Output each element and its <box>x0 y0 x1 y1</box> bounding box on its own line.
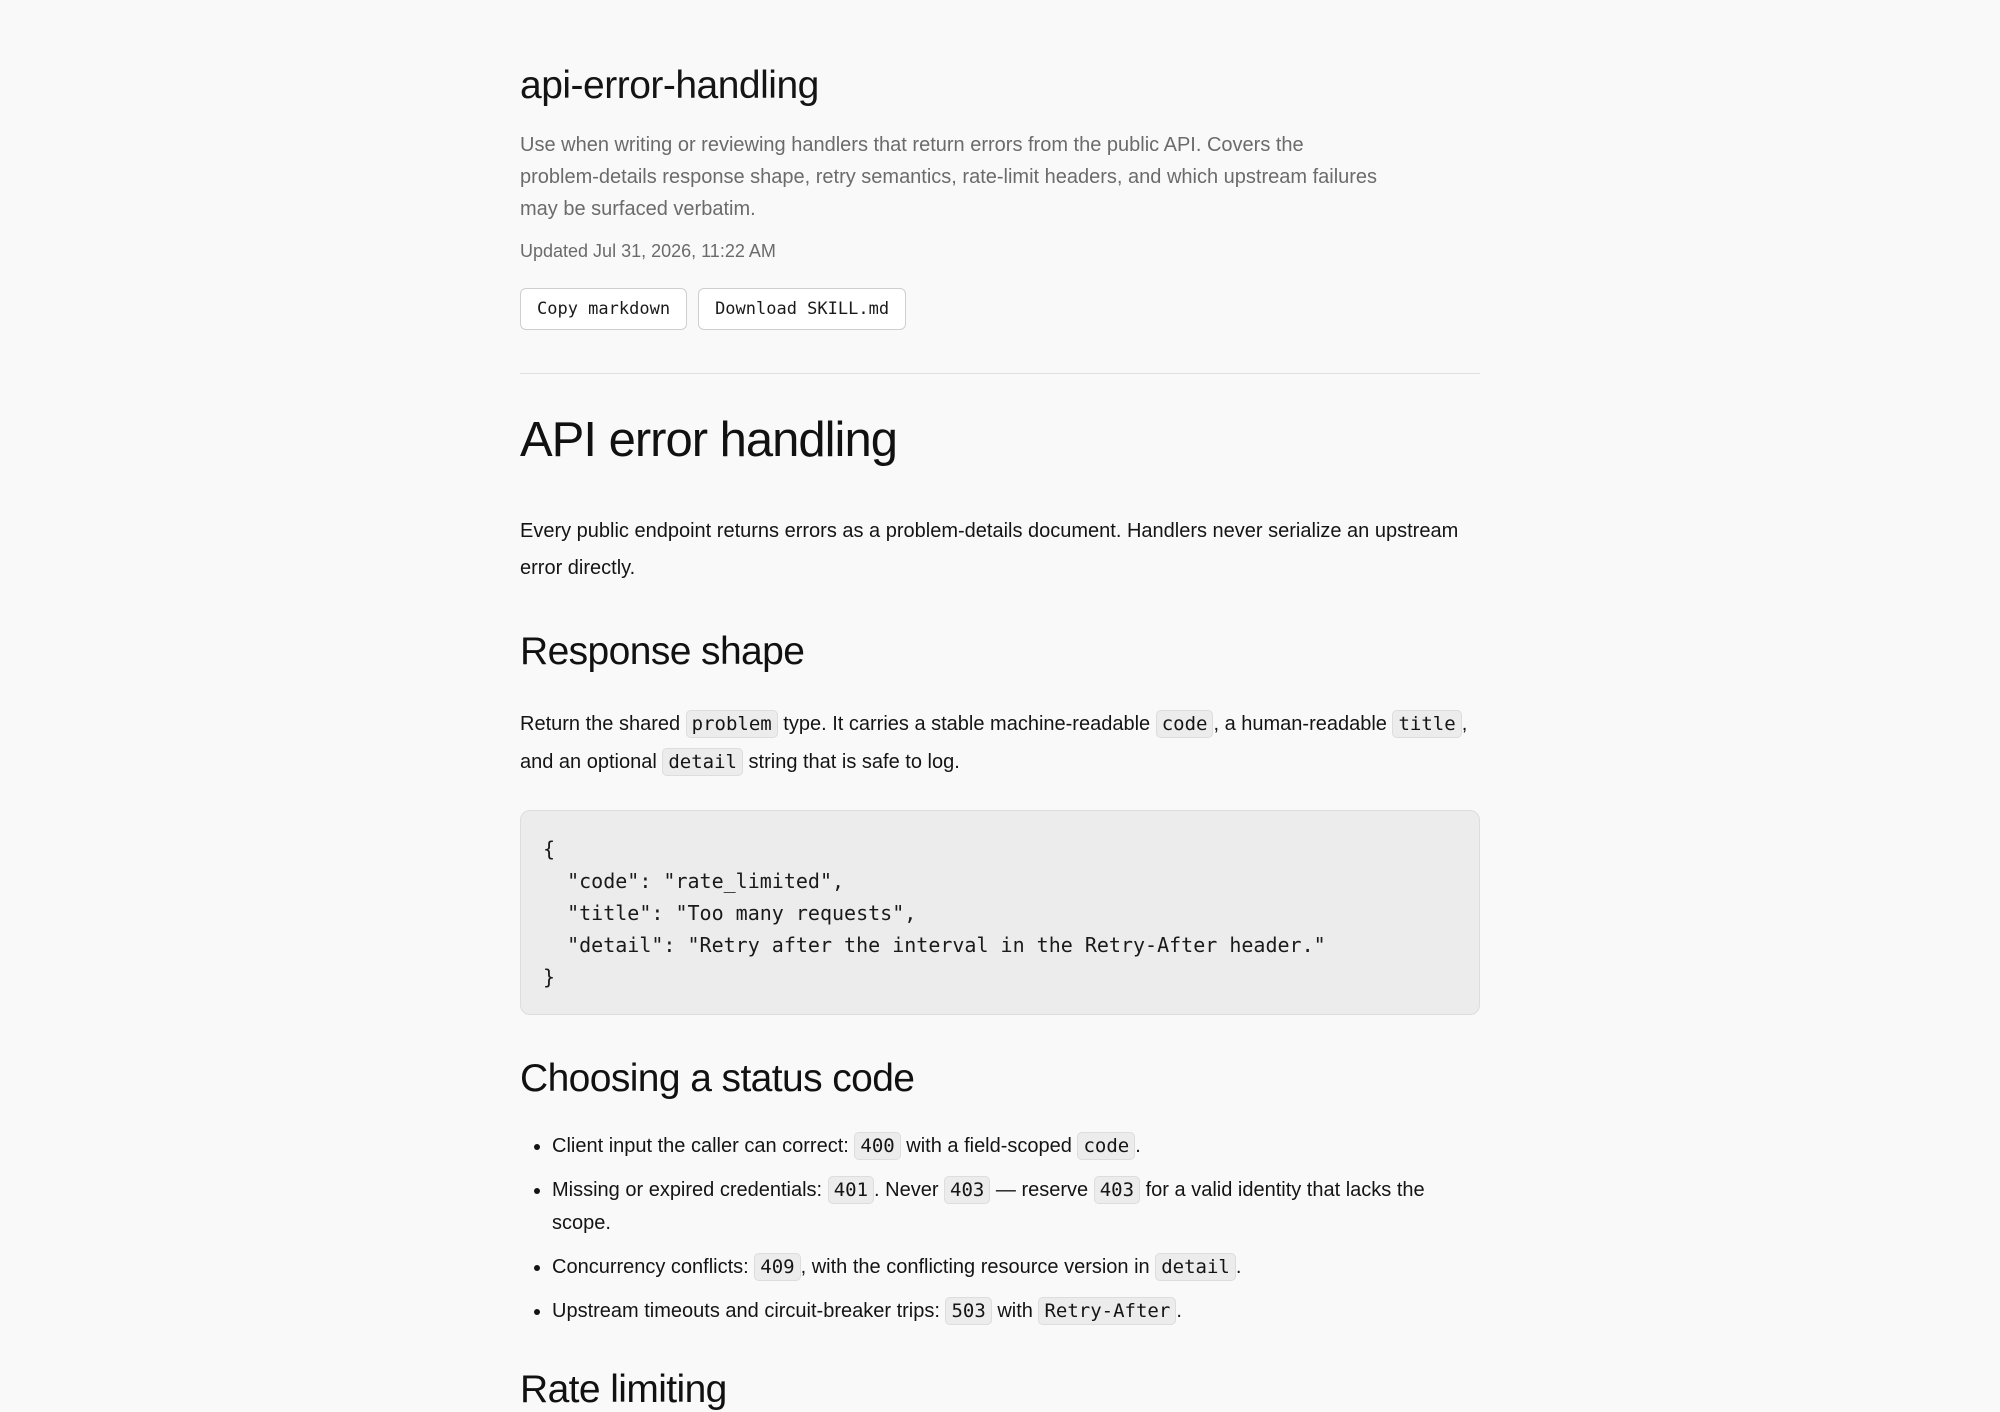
inline-code-detail: detail <box>1155 1253 1236 1281</box>
skill-description: Use when writing or reviewing handlers that return errors from the public API. Covers the problem-details response shape, retry semantics, rate-limit headers, and which upstream failures may be surfaced verbatim. <box>520 134 1378 220</box>
text-segment: Client input the caller can correct: <box>552 1135 855 1157</box>
text-segment: . <box>1176 1300 1182 1322</box>
skill-name: api-error-handling <box>520 64 819 107</box>
response-shape-paragraph <box>520 705 1480 781</box>
heading-rate-limiting: Rate limiting <box>520 1368 727 1411</box>
inline-code-title: title <box>1392 710 1461 738</box>
list-item <box>552 1130 1480 1163</box>
text-segment: . <box>1235 1256 1242 1278</box>
list-item <box>552 1295 1480 1328</box>
inline-code-detail: detail <box>662 748 743 776</box>
action-bar <box>520 288 906 330</box>
text-segment: , a human-readable <box>1213 713 1393 735</box>
text-segment: with a field-scoped <box>900 1135 1078 1157</box>
list-item <box>552 1174 1480 1240</box>
text-segment: Upstream timeouts and circuit-breaker trips: <box>552 1300 946 1322</box>
inline-code-400: 400 <box>854 1132 900 1160</box>
inline-code-code: code <box>1077 1132 1135 1160</box>
updated-timestamp: Updated Jul 31, 2026, 11:22 AM <box>520 241 776 261</box>
inline-code-401: 401 <box>828 1176 874 1204</box>
download-skill-button[interactable]: Download SKILL.md <box>698 288 906 330</box>
inline-code-503: 503 <box>945 1297 991 1325</box>
text-segment: , with the conflicting resource version in <box>800 1256 1156 1278</box>
code-block: { "code": "rate_limited", "title": "Too many requests", "detail": "Retry after the interval in the Retry-After header." } <box>520 810 1480 1015</box>
inline-code-problem: problem <box>686 710 778 738</box>
heading-response-shape: Response shape <box>520 630 805 673</box>
text-segment: type. It carries a stable machine-readable <box>777 713 1156 735</box>
list-item <box>552 1251 1480 1284</box>
text-segment: , and an optional <box>520 713 1468 773</box>
divider <box>520 373 1480 374</box>
text-segment: . <box>1135 1135 1141 1157</box>
inline-code-retry-after: Retry-After <box>1038 1297 1176 1325</box>
text-segment: Concurrency conflicts: <box>552 1256 755 1278</box>
inline-code-code: code <box>1156 710 1214 738</box>
copy-markdown-button[interactable]: Copy markdown <box>520 288 687 330</box>
text-segment: string that is safe to log. <box>742 751 960 773</box>
text-segment: Return the shared <box>520 713 686 735</box>
intro-paragraph: Every public endpoint returns errors as a problem-details document. Handlers never serialize an upstream error directly. <box>520 520 1459 579</box>
inline-code-409: 409 <box>754 1253 800 1281</box>
text-segment: — reserve <box>990 1179 1094 1201</box>
inline-code-403: 403 <box>944 1176 990 1204</box>
document-title: API error handling <box>520 413 897 467</box>
text-segment: Missing or expired credentials: <box>552 1179 828 1201</box>
text-segment: with <box>991 1300 1039 1322</box>
status-code-list <box>520 1130 1480 1339</box>
inline-code-403: 403 <box>1094 1176 1140 1204</box>
text-segment: for a valid identity that lacks the scope. <box>552 1179 1425 1234</box>
text-segment: . Never <box>874 1179 945 1201</box>
heading-choosing-status-code: Choosing a status code <box>520 1057 915 1100</box>
